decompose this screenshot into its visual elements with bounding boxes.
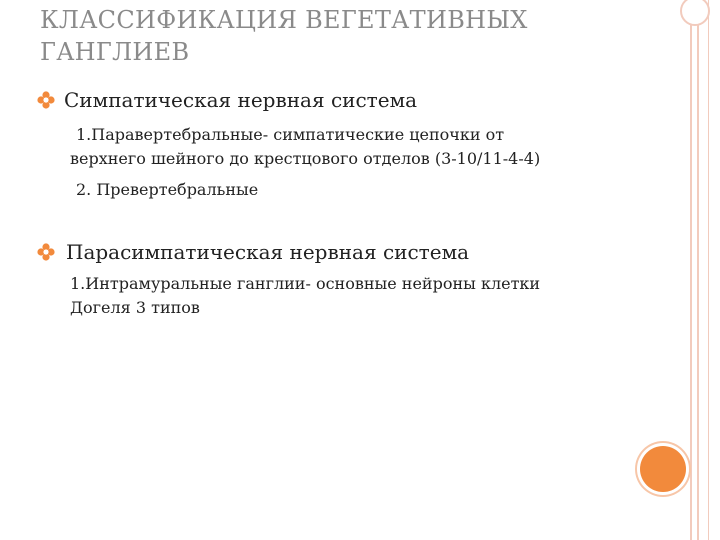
title-line-2: ГАНГЛИЕВ [40, 38, 190, 66]
circle-decoration-bottom [640, 446, 686, 492]
section-line: 1.Паравертебральные- симпатические цепочки от [76, 125, 505, 144]
section-line: верхнего шейного до крестцового отделов (3-10/11-4-4) [70, 149, 541, 168]
frame-line [708, 0, 709, 540]
slide-title [40, 4, 640, 68]
flower-bullet-icon [36, 90, 56, 110]
flower-bullet-icon [36, 242, 56, 262]
section-line: 1.Интрамуральные ганглии- основные нейроны клетки [70, 274, 541, 293]
section-heading: Симпатическая нервная система [64, 88, 418, 112]
section-heading: Парасимпатическая нервная система [66, 240, 470, 264]
circle-decoration-top [680, 0, 710, 26]
frame-line [697, 0, 699, 540]
title-line-1: КЛАССИФИКАЦИЯ ВЕГЕТАТИВНЫХ [40, 6, 528, 34]
section-line: 2. Превертебральные [76, 180, 259, 199]
frame-line [690, 0, 692, 540]
section-line: Догеля 3 типов [70, 298, 200, 317]
